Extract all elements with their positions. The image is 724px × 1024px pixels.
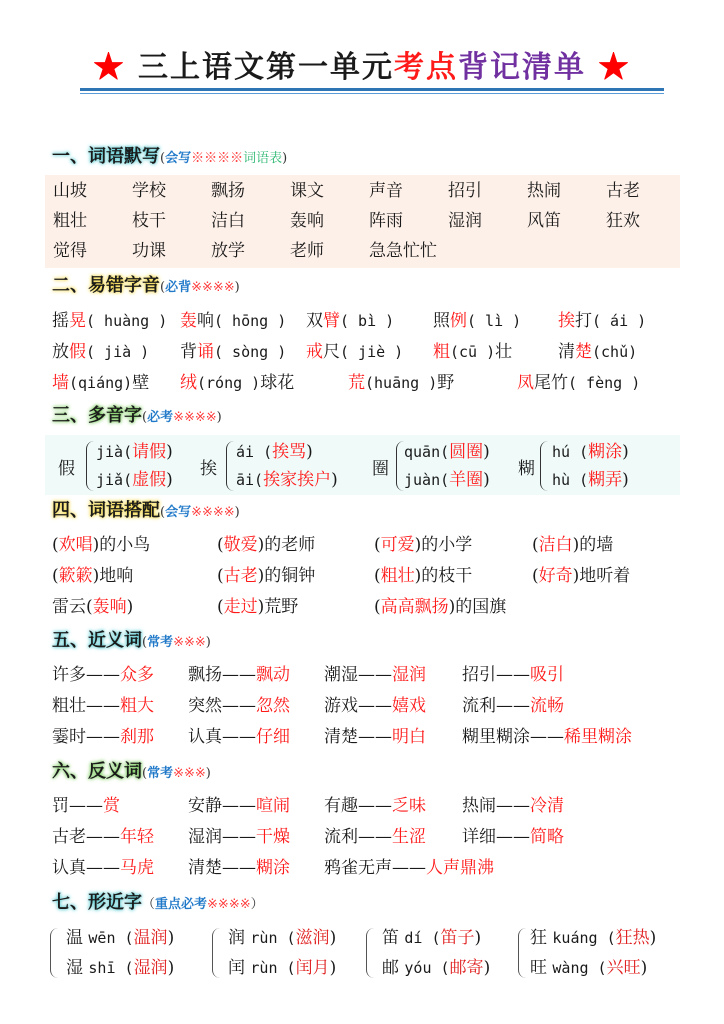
section-heading-7: 七、形近字（重点必考※※※※） — [52, 892, 264, 913]
polyphone-group: 假 jià(请假) jiǎ(虚假) — [58, 442, 173, 490]
brace-icon — [50, 928, 60, 978]
polyphone-group: 圈 quān(圆圈) juàn(羊圈) — [372, 442, 490, 490]
similar-char-group: 润 rùn (滋润) 闰 rùn (闰月) — [212, 924, 362, 982]
pronunciation-item: 戒尺( jiè ) — [306, 342, 404, 362]
title-divider — [80, 88, 664, 91]
brace-icon — [366, 928, 376, 978]
pronunciation-item: 放假( jià ) — [52, 342, 150, 362]
polyphone-group: 糊 hú (糊涂) hù (糊弄) — [518, 442, 629, 490]
section-heading-2: 二、易错字音(必背※※※※) — [52, 275, 240, 296]
star-icon: ★ — [93, 50, 126, 85]
page-title — [0, 48, 724, 88]
pronunciation-item: 照例( lì ) — [433, 311, 522, 331]
similar-char-group: 狂 kuáng (狂热) 旺 wàng (兴旺) — [518, 924, 688, 982]
title-divider-thin — [80, 93, 664, 94]
brace-icon — [518, 928, 528, 978]
section-heading-4: 四、词语搭配(会写※※※※) — [52, 500, 240, 521]
title-main: 三上语文第一单元 — [138, 50, 394, 85]
pronunciation-item: 双臂( bì ) — [306, 311, 395, 331]
pronunciation-item: 绒(róng )球花 — [180, 373, 295, 393]
pronunciation-item: 摇晃( huàng ) — [52, 311, 168, 331]
section-heading-3: 三、多音字(必考※※※※) — [52, 405, 222, 426]
similar-char-group: 温 wēn (温润) 湿 shī (湿润) — [50, 924, 210, 982]
pronunciation-item: 轰响( hōng ) — [180, 311, 287, 331]
section-heading-5: 五、近义词(常考※※※) — [52, 630, 211, 651]
similar-char-group: 笛 dí (笛子) 邮 yóu (邮寄) — [366, 924, 516, 982]
pronunciation-item: 挨打( ái ) — [558, 311, 647, 331]
polyphone-group: 挨 ái (挨骂) āi(挨家挨户) — [200, 442, 338, 490]
pronunciation-item: 粗(cū )壮 — [433, 342, 513, 362]
pronunciation-item: 凤尾竹( fèng ) — [517, 373, 641, 393]
pronunciation-item: 墙(qiáng)壁 — [52, 373, 150, 393]
pronunciation-item: 背诵( sòng ) — [180, 342, 287, 362]
brace-icon — [540, 441, 551, 491]
section-heading-1: 一、词语默写(会写※※※※词语表) — [52, 146, 288, 167]
section-heading-6: 六、反义词(常考※※※) — [52, 761, 211, 782]
star-icon: ★ — [598, 50, 631, 85]
title-highlight-red: 考点 — [394, 50, 458, 85]
pronunciation-item: 清楚(chǔ) — [558, 342, 638, 362]
brace-icon — [212, 928, 222, 978]
title-highlight-purple: 背记清单 — [458, 50, 586, 85]
pronunciation-item: 荒(huāng )野 — [348, 373, 455, 393]
